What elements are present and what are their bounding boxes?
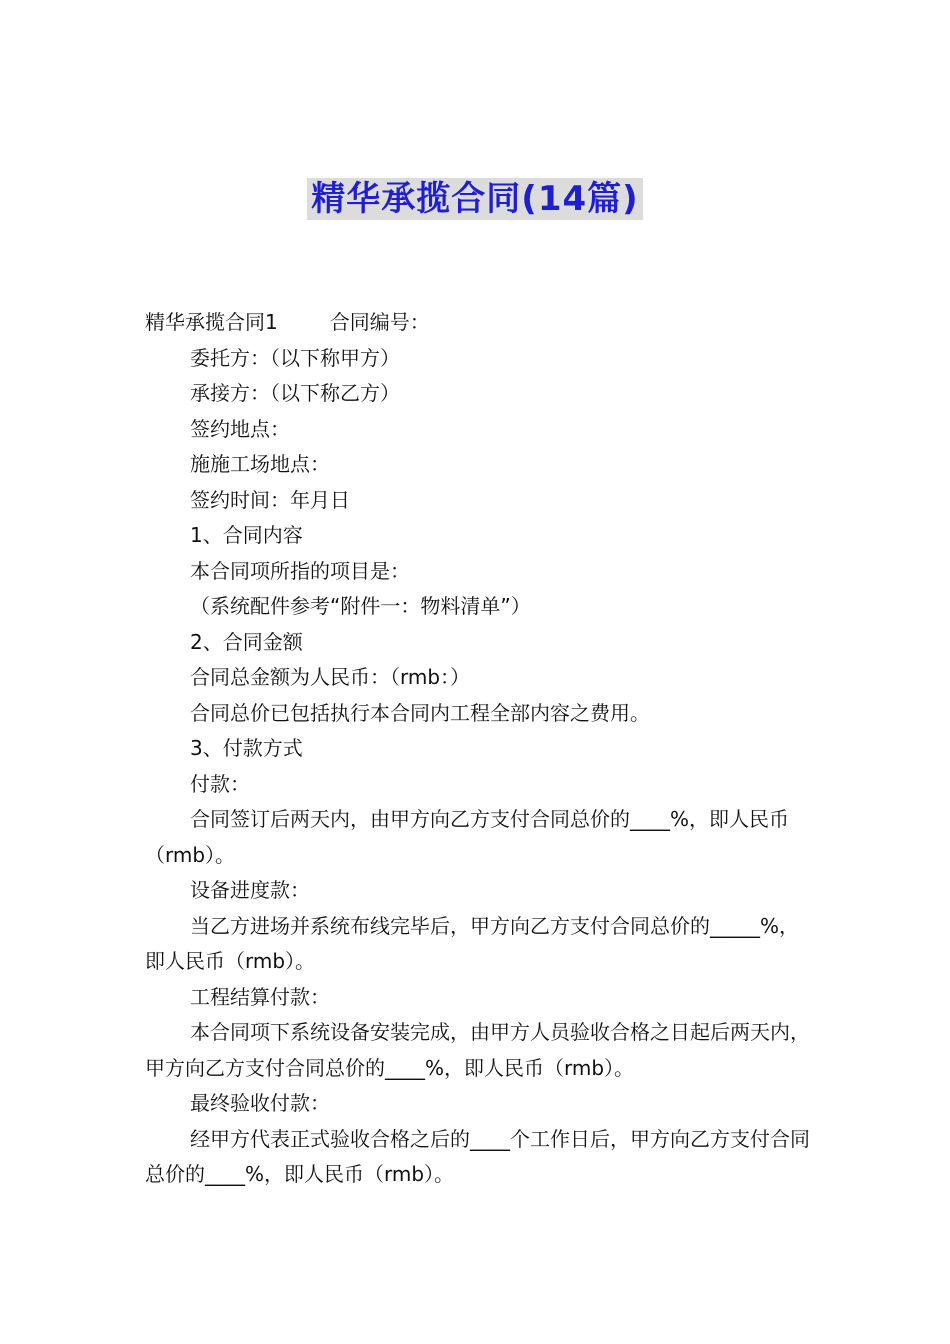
contract-number-label: 合同编号：	[329, 310, 430, 334]
paragraph: 签约地点：	[190, 416, 290, 441]
paragraph: 本合同项所指的项目是：	[190, 558, 410, 583]
paragraph: 合同总金额为人民币：（rmb：）	[190, 665, 471, 689]
paragraph: 3、付款方式	[190, 736, 303, 760]
paragraph: 合同签订后两天内，由甲方向乙方支付合同总价的____%，即人民币（rmb）。	[145, 807, 790, 867]
paragraph: 承接方：（以下称乙方）	[190, 381, 400, 405]
paragraph: 施施工场地点：	[190, 452, 330, 476]
paragraph: 本合同项下系统设备安装完成，由甲方人员验收合格之日起后两天内，甲方向乙方支付合同总价的____%，即人民币（rmb）。	[145, 1020, 810, 1080]
paragraph: 最终验收付款：	[190, 1091, 330, 1115]
paragraph: 1、合同内容	[190, 523, 303, 547]
paragraph: 工程结算付款：	[190, 984, 330, 1009]
paragraph: 合同总价已包括执行本合同内工程全部内容之费用。	[190, 700, 650, 725]
contract-heading-label: 精华承揽合同1	[145, 310, 278, 334]
document-body	[145, 305, 810, 1193]
document-title: 精华承揽合同(14篇)	[307, 178, 642, 220]
paragraph-list	[145, 341, 810, 1193]
paragraph: 设备进度款：	[190, 878, 310, 902]
paragraph: 委托方：（以下称甲方）	[190, 345, 400, 370]
contract-heading-line	[145, 305, 810, 341]
paragraph: 经甲方代表正式验收合格之后的____个工作日后，甲方向乙方支付合同总价的____%，即人民币（rmb）。	[145, 1126, 810, 1186]
paragraph: 当乙方进场并系统布线完毕后，甲方向乙方支付合同总价的_____%，即人民币（rmb）。	[145, 913, 800, 973]
title-container	[0, 178, 950, 220]
paragraph: 签约时间：年月日	[190, 487, 350, 512]
paragraph: （系统配件参考“附件一：物料清单”）	[190, 594, 531, 618]
paragraph: 付款：	[190, 771, 250, 796]
paragraph: 2、合同金额	[190, 629, 303, 654]
